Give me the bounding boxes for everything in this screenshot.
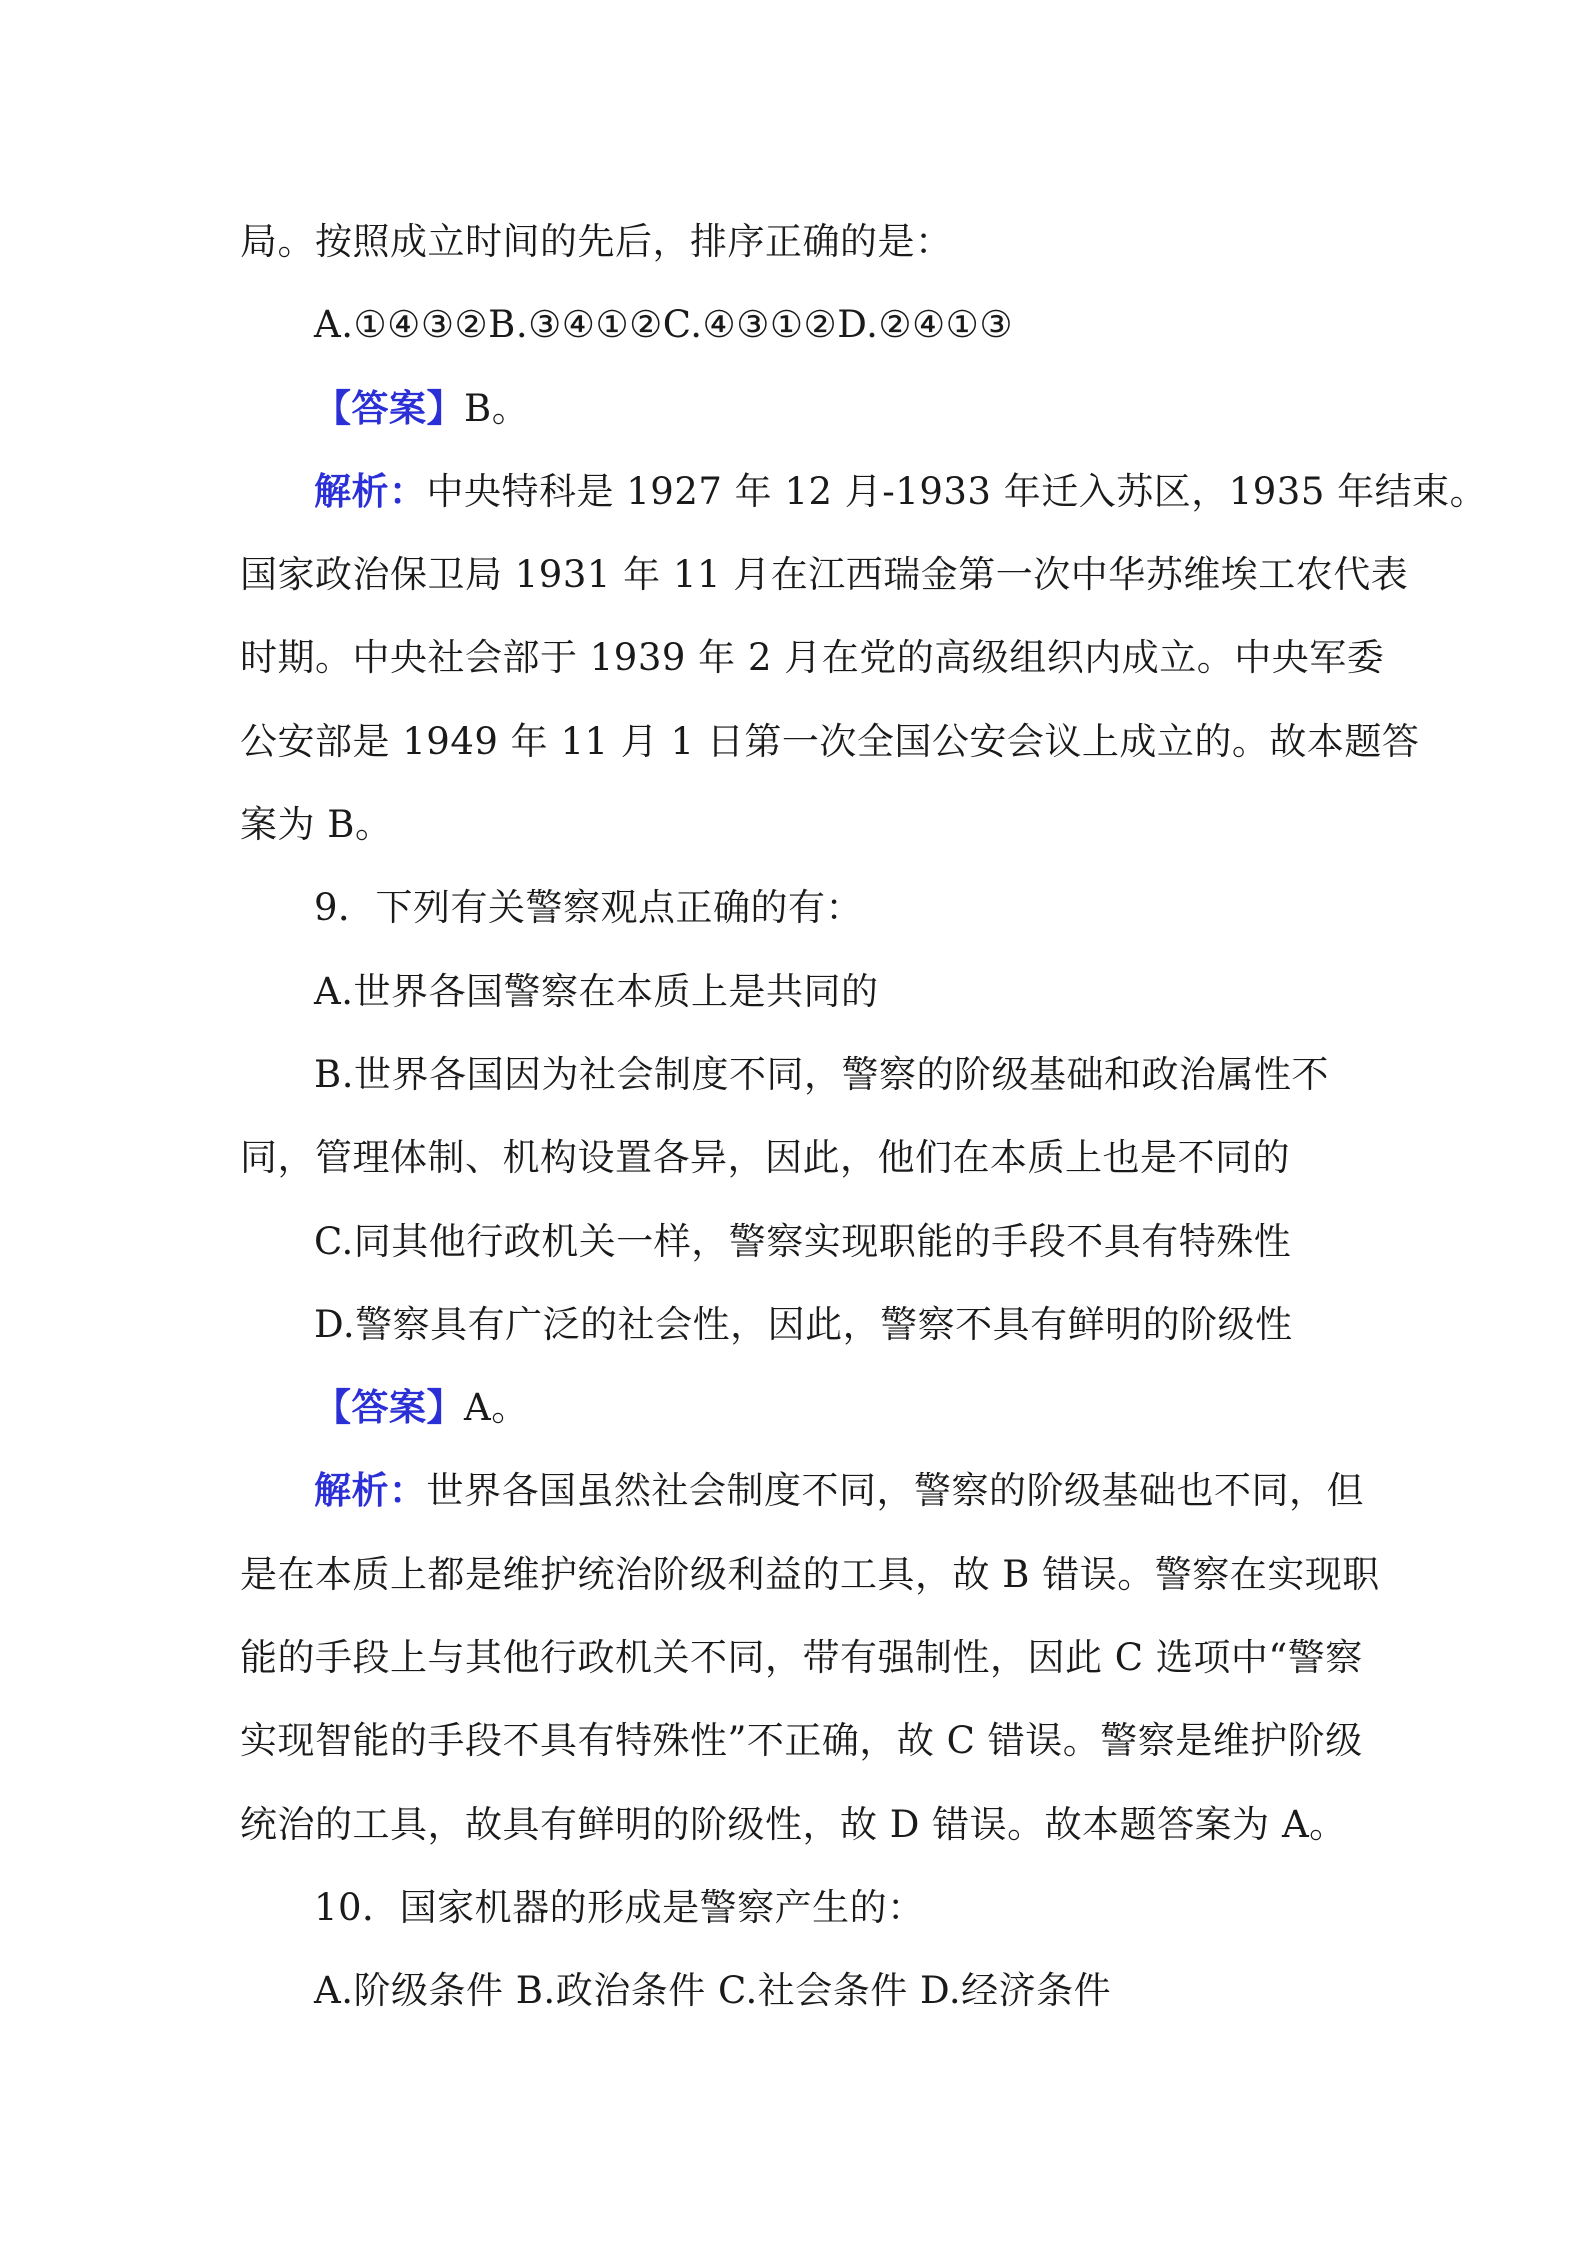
q9-stem: 9．下列有关警察观点正确的有： [314,886,864,930]
q8-options: A.①④③②B.③④①②C.④③①②D.②④①③ [314,303,1014,347]
q9-option-a: A.世界各国警察在本质上是共同的 [314,969,879,1013]
answer-value: A。 [464,1386,529,1430]
q9-answer [240,1366,1350,1449]
q8-analysis-line: 案为 B。 [240,803,393,847]
q9-option-b: B.世界各国因为社会制度不同，警察的阶级基础和政治属性不 [314,1052,1329,1096]
analysis-label: 解析： [314,1468,427,1513]
analysis-text: 世界各国虽然社会制度不同，警察的阶级基础也不同，但 [426,1469,1364,1513]
analysis-text: 中央特科是 1927 年 12 月-1933 年迁入苏区，1935 年结束。 [426,469,1488,513]
q9-analysis-line: 是在本质上都是维护统治阶级利益的工具，故 B 错误。警察在实现职 [240,1552,1380,1596]
q8-answer [240,367,1350,450]
answer-label: 【答案】 [314,1385,464,1430]
answer-label: 【答案】 [314,385,464,430]
q9-option-c: C.同其他行政机关一样，警察实现职能的手段不具有特殊性 [314,1219,1292,1263]
q10-options: A.阶级条件 B.政治条件 C.社会条件 D.经济条件 [314,1969,1112,2013]
analysis-label: 解析： [314,468,427,513]
answer-value: B。 [464,386,530,430]
q8-analysis-line [240,450,1488,533]
q9-analysis-line: 能的手段上与其他行政机关不同，带有强制性，因此 C 选项中“警察 [240,1636,1363,1680]
q8-analysis-line: 公安部是 1949 年 11 月 1 日第一次全国公安会议上成立的。故本题答 [240,719,1420,763]
q8-stem-continuation: 局。按照成立时间的先后，排序正确的是： [240,220,953,263]
q9-analysis-line: 统治的工具，故具有鲜明的阶级性，故 D 错误。故本题答案为 A。 [240,1802,1347,1846]
q9-analysis-line [240,1449,1364,1532]
q9-option-b-cont: 同，管理体制、机构设置各异，因此，他们在本质上也是不同的 [240,1136,1290,1180]
q8-analysis-line: 国家政治保卫局 1931 年 11 月在江西瑞金第一次中华苏维埃工农代表 [240,553,1409,597]
q8-analysis-line: 时期。中央社会部于 1939 年 2 月在党的高级组织内成立。中央军委 [240,636,1385,680]
q9-analysis-line: 实现智能的手段不具有特殊性”不正确，故 C 错误。警察是维护阶级 [240,1719,1363,1763]
q9-option-d: D.警察具有广泛的社会性，因此，警察不具有鲜明的阶级性 [314,1302,1293,1346]
document-page [240,200,1488,2033]
q10-stem: 10．国家机器的形成是警察产生的： [314,1885,925,1929]
